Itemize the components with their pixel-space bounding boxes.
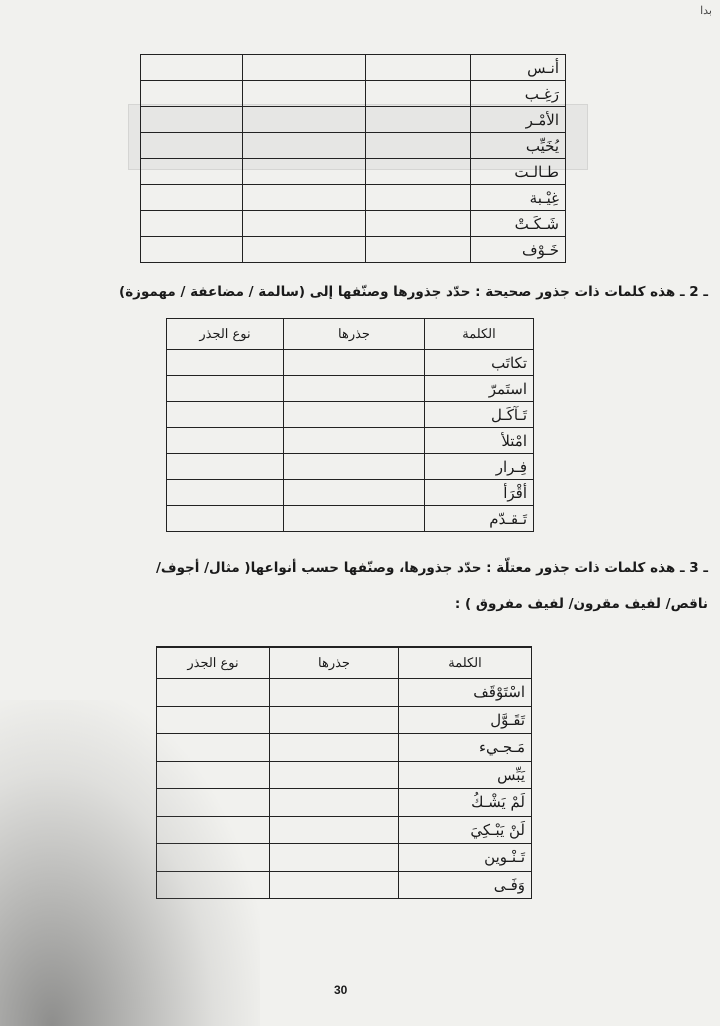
header-root: جذرها — [270, 647, 399, 679]
header-root-type: نوع الجذر — [167, 319, 284, 350]
root-cell[interactable] — [284, 350, 425, 376]
root-type-cell[interactable] — [167, 506, 284, 532]
answer-cell[interactable] — [141, 159, 243, 185]
root-cell[interactable] — [270, 761, 399, 789]
root-cell[interactable] — [270, 816, 399, 844]
root-cell[interactable] — [270, 679, 399, 707]
word-cell: اسْتَوْقَف — [399, 679, 532, 707]
root-type-cell[interactable] — [157, 871, 270, 899]
root-type-cell[interactable] — [157, 761, 270, 789]
word-cell: مَـجـيء — [399, 734, 532, 762]
answer-cell[interactable] — [366, 159, 471, 185]
answer-cell[interactable] — [366, 185, 471, 211]
word-cell: تَـنْـوين — [399, 844, 532, 872]
table-row — [157, 789, 532, 817]
word-cell: امْتلأ — [425, 428, 534, 454]
word-cell: فِـرار — [425, 454, 534, 480]
table-row — [141, 133, 566, 159]
answer-cell[interactable] — [243, 185, 366, 211]
table-row — [157, 816, 532, 844]
answer-cell[interactable] — [366, 107, 471, 133]
word-cell: تَقَـوَّل — [399, 706, 532, 734]
word-cell: رَغِـب — [471, 81, 566, 107]
table-row — [157, 844, 532, 872]
section-2-instruction: ـ 2 ـ هذه كلمات ذات جذور صحيحة : حدّد جذورها وصنّفها إلى (سالمة / مضاعفة / مهموزة) — [119, 284, 708, 300]
root-cell[interactable] — [284, 480, 425, 506]
answer-cell[interactable] — [243, 159, 366, 185]
word-cell: الأمْـر — [471, 107, 566, 133]
table-row — [167, 428, 534, 454]
section-3-instruction-line-2: ناقص/ لفيف مقرون/ لفيف مفروق ) : — [454, 596, 708, 612]
root-cell[interactable] — [284, 376, 425, 402]
word-cell: لَمْ يَشْـكُ — [399, 789, 532, 817]
table-row — [141, 237, 566, 263]
root-type-cell[interactable] — [167, 480, 284, 506]
word-cell: أنـس — [471, 55, 566, 81]
answer-cell[interactable] — [141, 133, 243, 159]
word-cell: طـالـت — [471, 159, 566, 185]
word-cell: يُخَيِّب — [471, 133, 566, 159]
table-exercise-1 — [140, 54, 566, 263]
section-3-instruction-line-1: ـ 3 ـ هذه كلمات ذات جذور معتلّة : حدّد جذورها، وصنّفها حسب أنواعها( مثال/ أجوف/ — [155, 560, 708, 576]
table-row — [157, 679, 532, 707]
table-row — [157, 706, 532, 734]
root-cell[interactable] — [270, 844, 399, 872]
table-row — [141, 107, 566, 133]
answer-cell[interactable] — [141, 211, 243, 237]
answer-cell[interactable] — [243, 81, 366, 107]
header-word: الكلمة — [399, 647, 532, 679]
root-cell[interactable] — [284, 506, 425, 532]
root-type-cell[interactable] — [157, 816, 270, 844]
table-row — [157, 734, 532, 762]
answer-cell[interactable] — [141, 81, 243, 107]
root-cell[interactable] — [284, 402, 425, 428]
root-cell[interactable] — [284, 428, 425, 454]
root-type-cell[interactable] — [167, 402, 284, 428]
table-row — [167, 376, 534, 402]
word-cell: أقْرَأ — [425, 480, 534, 506]
word-cell: خَـوْف — [471, 237, 566, 263]
answer-cell[interactable] — [243, 55, 366, 81]
header-word: الكلمة — [425, 319, 534, 350]
root-type-cell[interactable] — [167, 428, 284, 454]
page-number: 30 — [334, 983, 348, 997]
table-exercise-2 — [166, 318, 534, 532]
root-type-cell[interactable] — [157, 789, 270, 817]
root-type-cell[interactable] — [167, 350, 284, 376]
root-cell[interactable] — [284, 454, 425, 480]
answer-cell[interactable] — [243, 211, 366, 237]
table-row — [167, 480, 534, 506]
answer-cell[interactable] — [366, 133, 471, 159]
table-row — [141, 211, 566, 237]
table-row — [141, 55, 566, 81]
table-row — [141, 159, 566, 185]
word-cell: تكاتَب — [425, 350, 534, 376]
word-cell: استَمرّ — [425, 376, 534, 402]
table-row — [167, 402, 534, 428]
answer-cell[interactable] — [366, 237, 471, 263]
answer-cell[interactable] — [141, 55, 243, 81]
table-row — [157, 761, 532, 789]
answer-cell[interactable] — [141, 237, 243, 263]
answer-cell[interactable] — [243, 237, 366, 263]
answer-cell[interactable] — [243, 107, 366, 133]
table-exercise-3 — [156, 646, 532, 899]
word-cell: لَنْ يَبْـكِيَ — [399, 816, 532, 844]
answer-cell[interactable] — [141, 185, 243, 211]
root-type-cell[interactable] — [167, 454, 284, 480]
answer-cell[interactable] — [366, 211, 471, 237]
word-cell: وَفَـى — [399, 871, 532, 899]
root-type-cell[interactable] — [157, 679, 270, 707]
answer-cell[interactable] — [366, 55, 471, 81]
root-cell[interactable] — [270, 871, 399, 899]
root-type-cell[interactable] — [167, 376, 284, 402]
table-row — [167, 454, 534, 480]
answer-cell[interactable] — [141, 107, 243, 133]
table-row — [141, 185, 566, 211]
corner-note: بدا — [700, 4, 712, 17]
table-row — [167, 350, 534, 376]
table-row — [141, 81, 566, 107]
answer-cell[interactable] — [243, 133, 366, 159]
header-root-type: نوع الجذر — [157, 647, 270, 679]
table-row — [167, 506, 534, 532]
root-cell[interactable] — [270, 706, 399, 734]
word-cell: غِيْـبة — [471, 185, 566, 211]
word-cell: تَـآكَـل — [425, 402, 534, 428]
root-cell[interactable] — [270, 789, 399, 817]
word-cell: شَـكَـتْ — [471, 211, 566, 237]
word-cell: يَبِّس — [399, 761, 532, 789]
root-cell[interactable] — [270, 734, 399, 762]
root-type-cell[interactable] — [157, 706, 270, 734]
word-cell: تَـقـدّم — [425, 506, 534, 532]
table-row — [157, 871, 532, 899]
answer-cell[interactable] — [366, 81, 471, 107]
root-type-cell[interactable] — [157, 844, 270, 872]
root-type-cell[interactable] — [157, 734, 270, 762]
header-root: جذرها — [284, 319, 425, 350]
